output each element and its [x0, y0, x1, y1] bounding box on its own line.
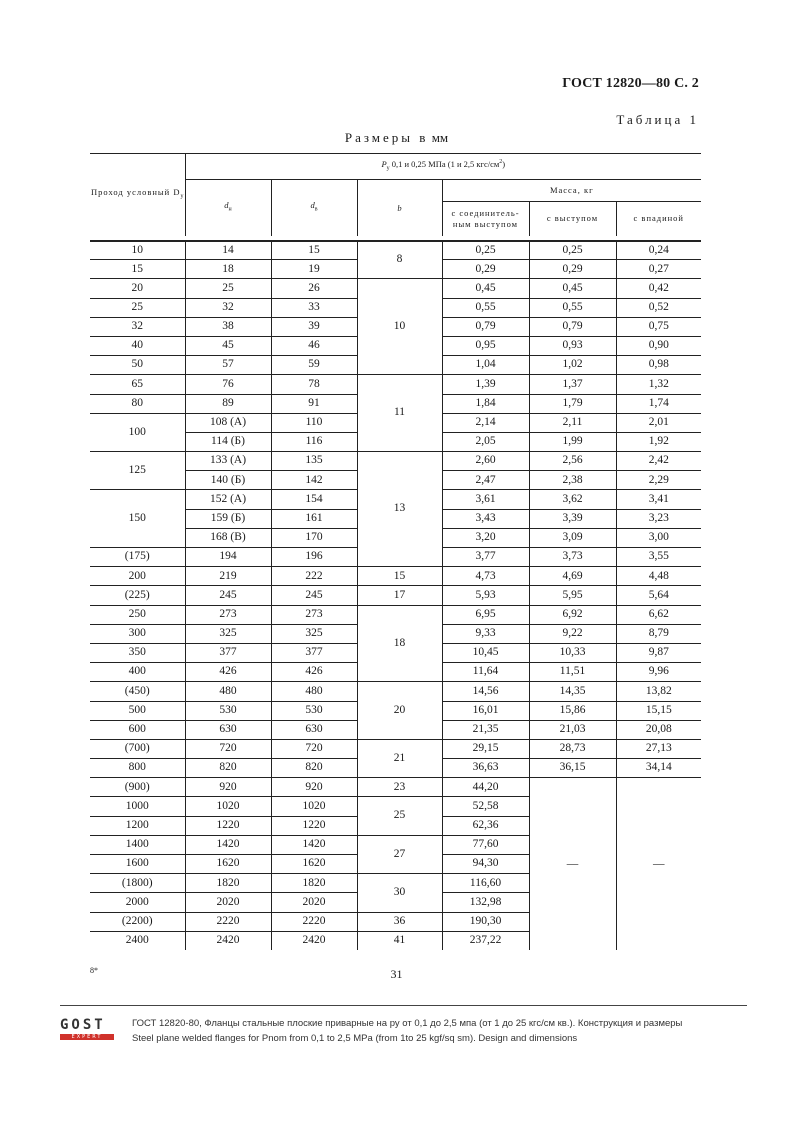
cell-dn: (1800): [90, 874, 185, 893]
cell-inner-d: 15: [271, 241, 357, 260]
cell-mass-raised: 4,69: [529, 567, 616, 586]
cell-mass-raised: 28,73: [529, 739, 616, 758]
cell-inner-d: 78: [271, 375, 357, 394]
cell-mass-recess: 1,74: [616, 394, 701, 413]
cell-mass-joint: 2,14: [442, 413, 529, 432]
cell-inner-d: 273: [271, 605, 357, 624]
cell-thickness: 36: [357, 912, 442, 931]
cell-outer-d: 140 (Б): [185, 471, 271, 490]
footer-divider: [60, 1005, 747, 1006]
cell-mass-recess: 3,00: [616, 528, 701, 547]
cell-mass-joint: 36,63: [442, 759, 529, 778]
cell-mass-raised: 3,73: [529, 548, 616, 567]
cell-inner-d: 116: [271, 432, 357, 451]
cell-mass-joint: 1,84: [442, 394, 529, 413]
cell-mass-joint: 116,60: [442, 874, 529, 893]
cell-dn: 1200: [90, 816, 185, 835]
cell-inner-d: 154: [271, 490, 357, 509]
header-pressure-sup: 2: [499, 159, 503, 166]
cell-thickness: 21: [357, 739, 442, 777]
cell-mass-recess: 2,01: [616, 413, 701, 432]
cell-mass-joint: 52,58: [442, 797, 529, 816]
cell-outer-d: 1020: [185, 797, 271, 816]
cell-mass-raised: 2,11: [529, 413, 616, 432]
header-pressure-text: 0,1 и 0,25 МПа (1 и 2,5 кгс/см: [391, 159, 500, 170]
cell-mass-joint: 10,45: [442, 643, 529, 662]
cell-inner-d: 480: [271, 682, 357, 701]
header-dv-col-sub: в: [314, 207, 318, 214]
table-row: [90, 279, 701, 298]
cell-mass-recess: 13,82: [616, 682, 701, 701]
cell-mass-joint: 3,43: [442, 509, 529, 528]
cell-inner-d: 39: [271, 317, 357, 336]
units-caption: [0, 130, 793, 146]
cell-dn: 25: [90, 298, 185, 317]
cell-dn: 125: [90, 452, 185, 490]
cell-inner-d: 170: [271, 528, 357, 547]
cell-dn: 400: [90, 663, 185, 682]
cell-mass-recess: 0,42: [616, 279, 701, 298]
cell-thickness: 18: [357, 605, 442, 682]
cell-dn: 1400: [90, 835, 185, 854]
cell-inner-d: 530: [271, 701, 357, 720]
cell-mass-recess: 34,14: [616, 759, 701, 778]
cell-inner-d: 222: [271, 567, 357, 586]
cell-mass-recess: 8,79: [616, 624, 701, 643]
cell-dn: 10: [90, 241, 185, 260]
cell-inner-d: 196: [271, 548, 357, 567]
cell-mass-joint: 0,79: [442, 317, 529, 336]
cell-mass-recess: 3,23: [616, 509, 701, 528]
cell-mass-raised: 2,38: [529, 471, 616, 490]
header-dn: [90, 154, 185, 236]
cell-mass-recess: 27,13: [616, 739, 701, 758]
cell-mass-recess: 4,48: [616, 567, 701, 586]
cell-outer-d: 1420: [185, 835, 271, 854]
header-outer-diameter: [185, 180, 271, 236]
cell-inner-d: 920: [271, 778, 357, 797]
cell-outer-d: 219: [185, 567, 271, 586]
cell-inner-d: 142: [271, 471, 357, 490]
cell-dn: 600: [90, 720, 185, 739]
cell-thickness: 20: [357, 682, 442, 740]
cell-mass-raised: 3,62: [529, 490, 616, 509]
cell-outer-d: 32: [185, 298, 271, 317]
cell-mass-joint: 0,29: [442, 260, 529, 279]
footer-line-en: Steel plane welded flanges for Pnom from 0,1 to 2,5 MPa (from 1to 25 kgf/sq sm). Design and dimensions: [132, 1033, 578, 1044]
footer-text: [132, 1016, 682, 1046]
cell-dn: 40: [90, 336, 185, 355]
cell-mass-joint: 3,77: [442, 548, 529, 567]
cell-outer-d: 325: [185, 624, 271, 643]
cell-thickness: 8: [357, 241, 442, 279]
cell-mass-raised: 14,35: [529, 682, 616, 701]
cell-mass-recess: 0,52: [616, 298, 701, 317]
sheet-signature: 8*: [90, 966, 98, 975]
cell-dn: 100: [90, 413, 185, 451]
cell-mass-recess: —: [653, 857, 665, 870]
table-row: [90, 682, 701, 701]
cell-outer-d: 168 (В): [185, 528, 271, 547]
cell-dn: 2400: [90, 931, 185, 950]
cell-mass-joint: 5,93: [442, 586, 529, 605]
cell-thickness: 27: [357, 835, 442, 873]
cell-mass-recess: 3,55: [616, 548, 701, 567]
cell-outer-d: 630: [185, 720, 271, 739]
cell-dn: 800: [90, 759, 185, 778]
cell-outer-d: 194: [185, 548, 271, 567]
cell-outer-d: 2220: [185, 912, 271, 931]
cell-mass-recess: 6,62: [616, 605, 701, 624]
cell-dn: (2200): [90, 912, 185, 931]
cell-mass-joint: 0,95: [442, 336, 529, 355]
cell-dn: 32: [90, 317, 185, 336]
cell-outer-d: 159 (Б): [185, 509, 271, 528]
cell-mass-raised: 1,02: [529, 356, 616, 375]
cell-inner-d: 1420: [271, 835, 357, 854]
cell-outer-d: 114 (Б): [185, 432, 271, 451]
table-row: [90, 567, 701, 586]
cell-dn: 50: [90, 356, 185, 375]
cell-dn: 500: [90, 701, 185, 720]
page-number: 31: [390, 967, 403, 981]
cell-mass-raised: 11,51: [529, 663, 616, 682]
header-pressure: [185, 154, 701, 180]
cell-inner-d: 325: [271, 624, 357, 643]
cell-thickness: 23: [357, 778, 442, 797]
cell-mass-recess: 0,75: [616, 317, 701, 336]
cell-outer-d: 530: [185, 701, 271, 720]
cell-mass-recess: 1,32: [616, 375, 701, 394]
header-pressure-end: ): [502, 159, 506, 170]
cell-mass-raised: 3,09: [529, 528, 616, 547]
header-mass-raised: с выступом: [529, 202, 616, 236]
cell-dn: 150: [90, 490, 185, 548]
cell-dn: 20: [90, 279, 185, 298]
cell-dn: (700): [90, 739, 185, 758]
cell-mass-raised: 9,22: [529, 624, 616, 643]
cell-inner-d: 630: [271, 720, 357, 739]
cell-mass-raised: 6,92: [529, 605, 616, 624]
cell-mass-recess: 0,90: [616, 336, 701, 355]
cell-outer-d: 45: [185, 336, 271, 355]
cell-mass-raised: 3,39: [529, 509, 616, 528]
cell-inner-d: 820: [271, 759, 357, 778]
cell-outer-d: 89: [185, 394, 271, 413]
cell-mass-raised: 0,79: [529, 317, 616, 336]
cell-outer-d: 820: [185, 759, 271, 778]
cell-thickness: 30: [357, 874, 442, 912]
cell-mass-recess: 1,92: [616, 432, 701, 451]
cell-mass-joint: 2,47: [442, 471, 529, 490]
cell-thickness: 25: [357, 797, 442, 835]
cell-mass-joint: 3,20: [442, 528, 529, 547]
cell-inner-d: 2420: [271, 931, 357, 950]
cell-outer-d: 920: [185, 778, 271, 797]
cell-outer-d: 57: [185, 356, 271, 375]
cell-mass-joint: 44,20: [442, 778, 529, 797]
header-mass-joint: с соединитель-ным выступом: [442, 202, 529, 236]
cell-thickness: 17: [357, 586, 442, 605]
header-inner-diameter: [271, 180, 357, 236]
cell-outer-d: 133 (А): [185, 452, 271, 471]
table-row: [90, 778, 701, 797]
logo-top-text: GOST: [60, 1017, 106, 1033]
cell-mass-recess: 0,98: [616, 356, 701, 375]
cell-inner-d: 46: [271, 336, 357, 355]
cell-dn: 250: [90, 605, 185, 624]
cell-inner-d: 1020: [271, 797, 357, 816]
cell-inner-d: 377: [271, 643, 357, 662]
cell-inner-d: 2020: [271, 893, 357, 912]
cell-mass-raised: 5,95: [529, 586, 616, 605]
cell-dn: 200: [90, 567, 185, 586]
cell-mass-joint: 0,45: [442, 279, 529, 298]
cell-mass-joint: 237,22: [442, 931, 529, 950]
cell-outer-d: 152 (А): [185, 490, 271, 509]
cell-thickness: 15: [357, 567, 442, 586]
cell-dn: 65: [90, 375, 185, 394]
header-dn-col: d: [224, 200, 229, 211]
header-pressure-sub: у: [386, 165, 390, 172]
header-mass: Масса, кг: [442, 180, 701, 202]
cell-outer-d: 377: [185, 643, 271, 662]
cell-dn: 15: [90, 260, 185, 279]
cell-mass-raised: 1,79: [529, 394, 616, 413]
header-dn-sub: у: [180, 194, 184, 201]
cell-dn: 80: [90, 394, 185, 413]
cell-mass-recess: 3,41: [616, 490, 701, 509]
logo-bottom-text: EXPERT: [60, 1034, 114, 1040]
table-row: [90, 452, 701, 471]
cell-dn: 2000: [90, 893, 185, 912]
cell-dn: (225): [90, 586, 185, 605]
document-header: ГОСТ 12820—80 С. 2: [562, 76, 699, 91]
cell-thickness: 41: [357, 931, 442, 950]
cell-mass-recess: 2,42: [616, 452, 701, 471]
cell-mass-raised: 10,33: [529, 643, 616, 662]
cell-outer-d: 1620: [185, 855, 271, 874]
cell-outer-d: 2020: [185, 893, 271, 912]
cell-outer-d: 720: [185, 739, 271, 758]
cell-mass-joint: 0,55: [442, 298, 529, 317]
cell-mass-recess: 0,24: [616, 241, 701, 260]
gost-expert-logo: [60, 1018, 114, 1040]
table-row: [90, 586, 701, 605]
cell-thickness: 11: [357, 375, 442, 452]
cell-outer-d: 18: [185, 260, 271, 279]
units-value: мм: [431, 130, 449, 145]
cell-mass-joint: 14,56: [442, 682, 529, 701]
cell-mass-joint: 29,15: [442, 739, 529, 758]
cell-inner-d: 1220: [271, 816, 357, 835]
cell-mass-joint: 6,95: [442, 605, 529, 624]
cell-mass-joint: 0,25: [442, 241, 529, 260]
cell-mass-raised: 15,86: [529, 701, 616, 720]
cell-inner-d: 720: [271, 739, 357, 758]
cell-dn: 350: [90, 643, 185, 662]
cell-mass-joint: 77,60: [442, 835, 529, 854]
cell-inner-d: 110: [271, 413, 357, 432]
cell-mass-joint: 4,73: [442, 567, 529, 586]
cell-mass-joint: 9,33: [442, 624, 529, 643]
footer-line-ru: ГОСТ 12820-80, Фланцы стальные плоские приварные на ру от 0,1 до 2,5 мпа (от 1 до 25 кгс/см кв.). Конструкция и размеры: [132, 1018, 683, 1029]
header-dv-col: d: [310, 200, 315, 211]
cell-outer-d: 108 (А): [185, 413, 271, 432]
cell-dn: (450): [90, 682, 185, 701]
cell-inner-d: 426: [271, 663, 357, 682]
cell-mass-joint: 21,35: [442, 720, 529, 739]
header-thickness: [357, 180, 442, 236]
cell-inner-d: 135: [271, 452, 357, 471]
cell-mass-recess: 15,15: [616, 701, 701, 720]
cell-dn: 1600: [90, 855, 185, 874]
cell-mass-raised: 0,93: [529, 336, 616, 355]
cell-outer-d: 76: [185, 375, 271, 394]
cell-inner-d: 59: [271, 356, 357, 375]
cell-outer-d: 38: [185, 317, 271, 336]
cell-mass-raised: 2,56: [529, 452, 616, 471]
cell-mass-joint: 2,05: [442, 432, 529, 451]
cell-inner-d: 26: [271, 279, 357, 298]
cell-mass-raised: 0,45: [529, 279, 616, 298]
table-row: [90, 241, 701, 260]
cell-inner-d: 91: [271, 394, 357, 413]
cell-mass-joint: 62,36: [442, 816, 529, 835]
cell-outer-d: 480: [185, 682, 271, 701]
cell-mass-raised: 1,37: [529, 375, 616, 394]
cell-mass-joint: 190,30: [442, 912, 529, 931]
cell-inner-d: 1620: [271, 855, 357, 874]
cell-mass-recess: 5,64: [616, 586, 701, 605]
cell-mass-joint: 16,01: [442, 701, 529, 720]
cell-mass-raised: 0,29: [529, 260, 616, 279]
cell-mass-recess: 9,87: [616, 643, 701, 662]
cell-outer-d: 14: [185, 241, 271, 260]
cell-mass-raised: 0,25: [529, 241, 616, 260]
header-dn-label: Проход условный D: [91, 187, 181, 198]
cell-inner-d: 33: [271, 298, 357, 317]
table-caption: Таблица 1: [616, 112, 699, 127]
units-prefix: Размеры в: [344, 130, 429, 145]
cell-mass-recess: 2,29: [616, 471, 701, 490]
cell-mass-joint: 1,04: [442, 356, 529, 375]
table-row: [90, 605, 701, 624]
cell-mass-raised: 0,55: [529, 298, 616, 317]
cell-dn: (175): [90, 548, 185, 567]
cell-outer-d: 1220: [185, 816, 271, 835]
cell-mass-raised: —: [529, 778, 616, 951]
cell-mass-joint: 3,61: [442, 490, 529, 509]
cell-outer-d: 426: [185, 663, 271, 682]
cell-outer-d: 245: [185, 586, 271, 605]
cell-mass-joint: 94,30: [442, 855, 529, 874]
cell-dn: 1000: [90, 797, 185, 816]
header-pressure-symbol: P: [381, 159, 387, 170]
cell-dn: (900): [90, 778, 185, 797]
cell-outer-d: 1820: [185, 874, 271, 893]
cell-mass-joint: 2,60: [442, 452, 529, 471]
header-dn-col-sub: н: [228, 207, 232, 214]
cell-inner-d: 19: [271, 260, 357, 279]
cell-mass-raised: 36,15: [529, 759, 616, 778]
cell-outer-d: 273: [185, 605, 271, 624]
cell-mass-raised: 1,99: [529, 432, 616, 451]
cell-mass-recess: 20,08: [616, 720, 701, 739]
cell-mass-recess: 0,27: [616, 260, 701, 279]
cell-mass-raised: 21,03: [529, 720, 616, 739]
header-b-col: b: [397, 202, 402, 213]
table-body: [90, 241, 701, 951]
cell-dn: 300: [90, 624, 185, 643]
cell-thickness: 13: [357, 452, 442, 567]
cell-mass-joint: 1,39: [442, 375, 529, 394]
cell-thickness: 10: [357, 279, 442, 375]
cell-mass-joint: 132,98: [442, 893, 529, 912]
table-row: [90, 739, 701, 758]
cell-mass-joint: 11,64: [442, 663, 529, 682]
cell-outer-d: 2420: [185, 931, 271, 950]
cell-inner-d: 161: [271, 509, 357, 528]
header-mass-recess: с впадиной: [633, 213, 684, 224]
cell-inner-d: 2220: [271, 912, 357, 931]
flange-dimensions-table: [90, 153, 701, 950]
table-row: [90, 375, 701, 394]
cell-inner-d: 245: [271, 586, 357, 605]
cell-inner-d: 1820: [271, 874, 357, 893]
cell-outer-d: 25: [185, 279, 271, 298]
cell-mass-recess: 9,96: [616, 663, 701, 682]
